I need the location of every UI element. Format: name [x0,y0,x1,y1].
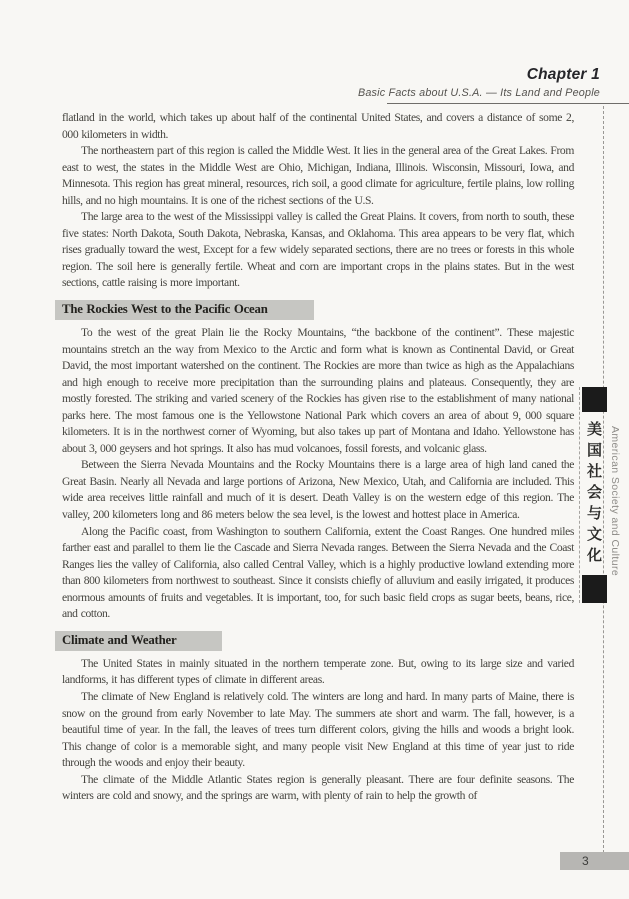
series-title-english: American Society and Culture [609,426,621,577]
chapter-title: Chapter 1 [526,66,600,83]
section-heading: Climate and Weather [55,631,222,651]
paragraph: The large area to the west of the Mississippi valley is called the Great Plains. It covers, from north to south, these five states: North Dakota, South Dakota, Nebraska, Kansas, and Oklahoma. This area appears to be very flat, which rises gradually toward the west, Except for a few widely separated sections, there are no trees or forests in this whole region. The soil here is generally fertile. Wheat and corn are important crops in the plains states. But in the west sections, cattle raising is more important. [62,210,575,290]
chinese-character: 化 [586,548,602,564]
chinese-character: 社 [586,464,602,480]
paragraph: The United States in mainly situated in the northern temperate zone. But, owing to its large size and varied landforms, it has different types of climate in different areas. [62,656,574,687]
chinese-character: 美 [586,422,602,438]
page-number-bar [560,852,629,870]
paragraph: The climate of the Middle Atlantic States region is generally pleasant. There are four definite seasons. The winters are cold and snowy, and the springs are warm, with plenty of rain to help the growth of [62,772,574,803]
page-number: 3 [582,854,589,868]
tab-square-top [582,387,607,412]
chinese-character: 会 [586,485,602,501]
body-text [62,110,574,805]
series-title-chinese [587,420,602,567]
paragraph: To the west of the great Plain lie the Rocky Mountains, “the backbone of the continent”. These majestic mountains stretch an the way from Mexico to the Arctic and form what is known as Continental David, or Great David, the most important watershed on the continent. The Rockies are more than twice as high as the Appalachians and high enough to receive more precipitation than the surrounding plains and plateaus. Consequently, they are mostly forested. The striking and varied scenery of the Rockies has given rise to the establishment of many national parks here. The most famous one is the Yellowstone National Park which covers an area of about 9, 000 square kilometers. It is in the northwest corner of Wyoming, but also takes up part of Montana and Idaho. Yellowstone has about 3, 000 geysers and hot springs. It also has mud volcanoes, fossil forests, and volcanic glass. [62,326,574,455]
tab-square-bottom [582,575,607,603]
series-side-tab [579,387,609,603]
paragraph: Along the Pacific coast, from Washington to southern California, extent the Coast Ranges. One hundred miles farther east and parallel to them lie the Cascade and Sierra Nevada ranges. Between the Sierra Nevada and the Coast Ranges lies the valley of California, also called Central Valley, which is a highly productive lowland extending more than 800 kilometers from northwest to southeast. Since it consists chiefly of alluvium and easily irrigated, it produces enormous amounts of fruits and vegetables. It is important, too, for such basic field crops as sugar beets, beans, rice, and cotton. [62,524,574,621]
paragraph: The northeastern part of this region is called the Middle West. It lies in the general area of the Great Lakes. From east to west, the states in the Middle West are Ohio, Michigan, Indiana, Illinois. Wisconsin, Missouri, Iowa, and Minnesota. This region has great mineral, resources, rich soil, a good climate for agriculture, fertile plains, low rolling hills, and no high mountains. It is one of the richest sections of the U.S. [62,144,574,207]
paragraph: Between the Sierra Nevada Mountains and the Rocky Mountains there is a large area of high land caned the Great Basin. Nearly all Nevada and large portions of Arizona, New Mexico, Utah, and California are included. This wide area receives little rainfall and much of it is desert. Death Valley is on the western edge of this region. The valley, 200 kilometers long and 86 meters below the sea level, is the lowest and hottest place in America. [62,458,574,522]
chinese-character: 文 [586,527,602,543]
header-rule [387,103,629,104]
section-heading: The Rockies West to the Pacific Ocean [55,300,314,320]
paragraph: The climate of New England is relatively cold. The winters are long and hard. In many parts of Maine, there is snow on the ground from early November to late May. The summers ate short and warm. The fall, however, is a beautiful time of year. In the fall, the leaves of trees turn different colors, giving the hills and woods a bright look. This change of color is a memorable sight, and many people visit New England at this time of year just to ride through the woods and enjoy their beauty. [62,689,574,770]
page-header [0,66,600,99]
chinese-character: 国 [586,443,602,459]
paragraph: flatland in the world, which takes up about half of the continental United States, and covers a distance of some 2, 000 kilometers in width. [62,111,574,141]
chinese-character: 与 [586,506,602,522]
chapter-subtitle: Basic Facts about U.S.A. — Its Land and People [357,87,600,99]
